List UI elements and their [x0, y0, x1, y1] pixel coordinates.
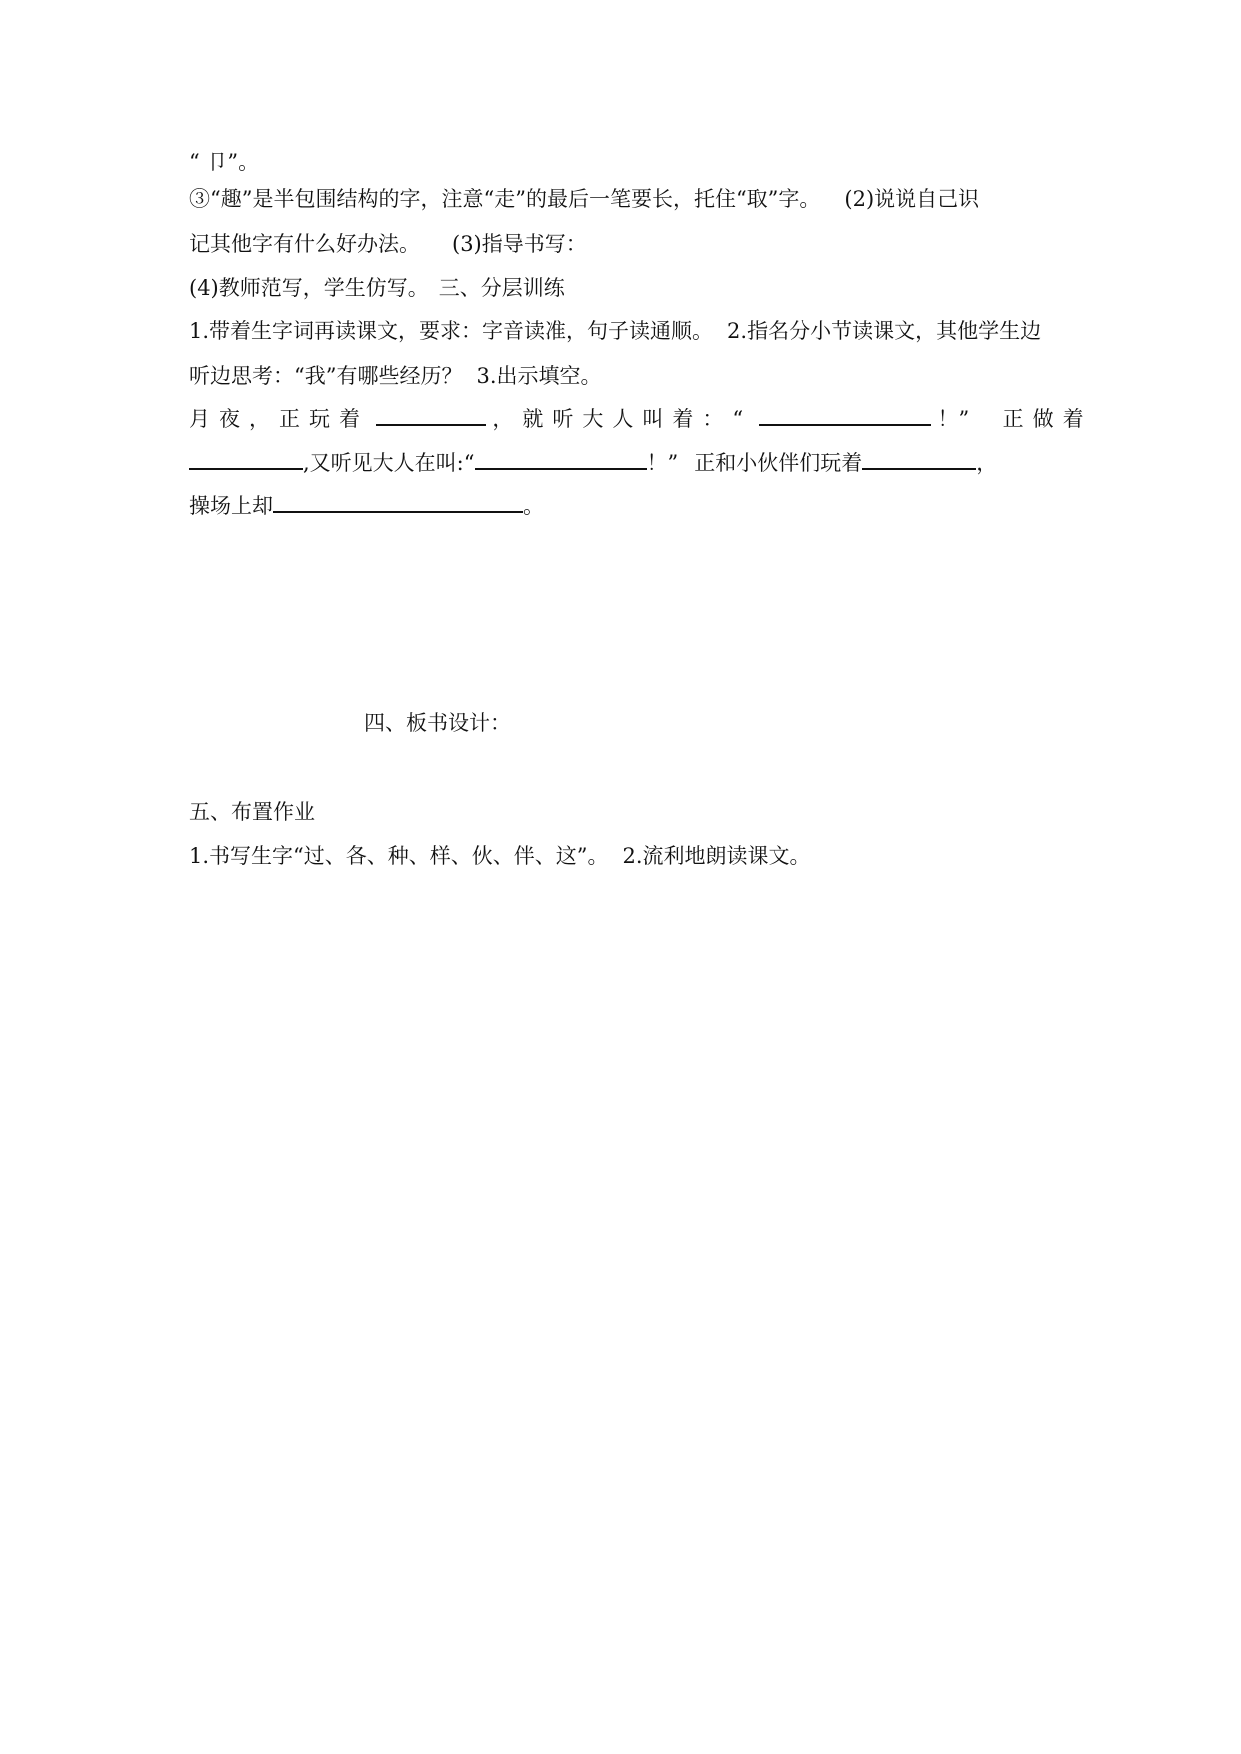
answer-blank[interactable]	[376, 404, 486, 426]
answer-blank[interactable]	[273, 491, 523, 513]
fill-in-line: 操场上却 。	[189, 491, 544, 521]
homework-heading: 五、布置作业	[189, 800, 315, 824]
answer-blank[interactable]	[862, 448, 976, 470]
paragraph-line: 记其他字有什么好办法。 (3)指导书写：	[189, 232, 587, 256]
fill-in-line: 月夜，正玩着 ，就听大人叫着：“ ！” 正做着	[189, 404, 1093, 434]
answer-blank[interactable]	[189, 448, 303, 470]
fill-in-line: ,又听见大人在叫:“ ！” 正和小伙伴们玩着 ，	[189, 448, 997, 478]
homework-line: 1.书写生字“过、各、种、样、伙、伴、这”。 2.流利地朗读课文。	[189, 844, 811, 868]
paragraph-line: “ 卩”。	[189, 150, 260, 174]
paragraph-line: 1.带着生字词再读课文，要求：字音读准，句子读通顺。 2.指名分小节读课文，其他学生边	[189, 319, 1042, 343]
paragraph-line: (4)教师范写，学生仿写。 三、分层训练	[189, 276, 565, 300]
paragraph-line: ③“趣”是半包围结构的字，注意“走”的最后一笔要长，托住“取”字。 (2)说说自己识	[189, 187, 980, 211]
answer-blank[interactable]	[759, 404, 931, 426]
answer-blank[interactable]	[475, 448, 647, 470]
paragraph-line: 听边思考：“我”有哪些经历？ 3.出示填空。	[189, 364, 602, 388]
board-design-heading: 四、板书设计：	[364, 711, 511, 735]
